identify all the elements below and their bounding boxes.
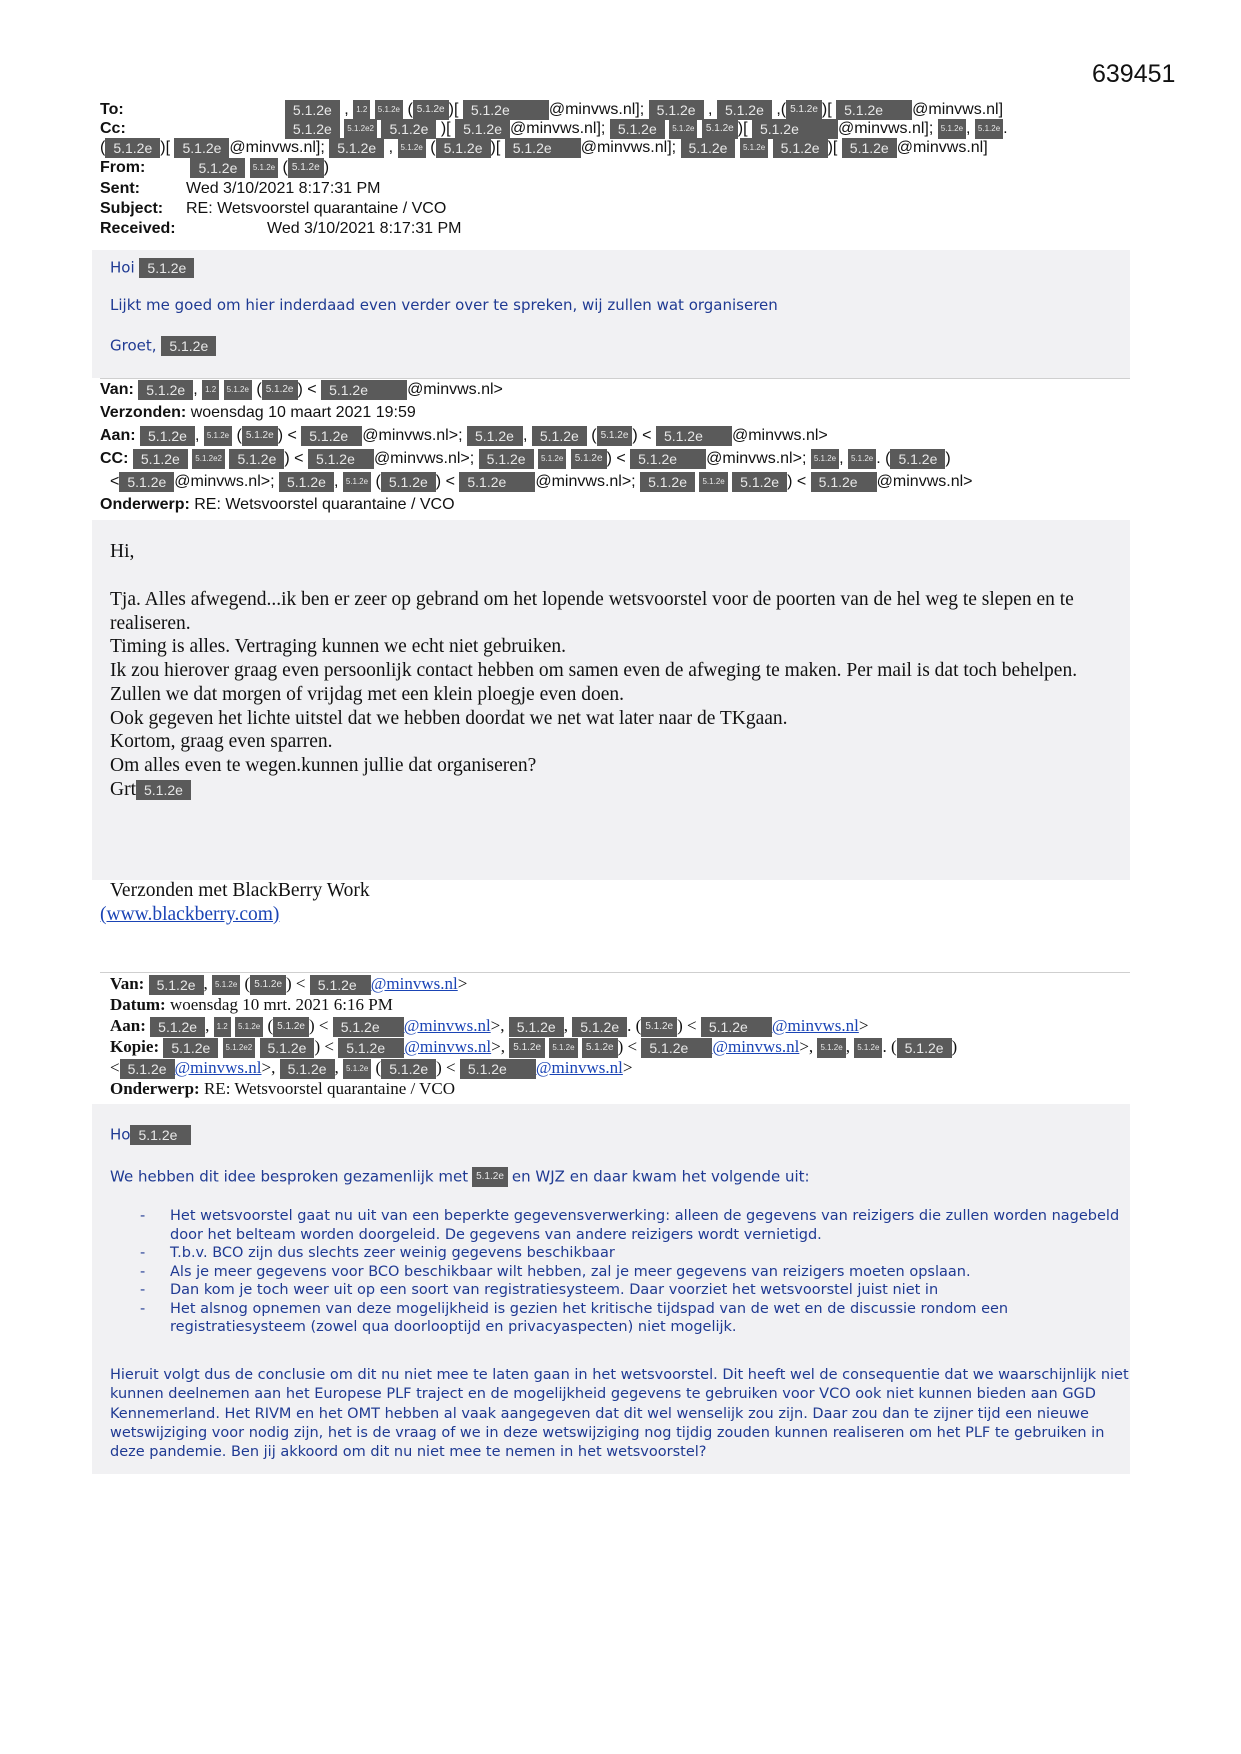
- email2-body: [110, 588, 1140, 801]
- redaction: 5.1.2e: [836, 100, 912, 120]
- email2-cc-line: CC: 5.1.2e 5.1.2e2 5.1.2e ) < 5.1.2e @minvws.nl>; 5.1.2e 5.1.2e 5.1.2e ) < 5.1.2e @minvws.nl>; 5.1.2e , 5.1.2e . ( 5.1.2e ): [100, 450, 951, 468]
- closing-text: Groet,: [110, 336, 157, 355]
- redaction: 5.1.2e: [773, 138, 828, 158]
- redaction: 5.1.2e: [288, 158, 324, 178]
- aan-label: Aan:: [110, 1016, 146, 1035]
- redaction: 5.1.2e: [467, 426, 523, 446]
- email2-sent-with: Verzonden met BlackBerry Work: [110, 880, 370, 901]
- from-label: From:: [100, 159, 146, 177]
- redaction: 5.1.2e: [702, 119, 738, 139]
- separator: [100, 972, 1130, 973]
- onderwerp-label: Onderwerp:: [100, 496, 190, 513]
- sent-label: Sent:: [100, 180, 140, 197]
- subject-value: RE: Wetsvoorstel quarantaine / VCO: [186, 200, 447, 217]
- list-item: - T.b.v. BCO zijn dus slechts zeer weinig gegevens beschikbaar: [110, 1244, 1130, 1263]
- redaction: 5.1.2e: [279, 472, 334, 492]
- greeting-text: Hoi: [110, 258, 135, 277]
- redaction: 5.1.2e: [333, 1017, 404, 1037]
- received-value: Wed 3/10/2021 8:17:31 PM: [267, 220, 462, 237]
- datum-value: woensdag 10 mrt. 2021 6:16 PM: [169, 995, 393, 1014]
- redaction: 5.1.2e2: [223, 1038, 256, 1058]
- redaction: 5.1.2e: [242, 426, 278, 446]
- redaction: 5.1.2e: [138, 380, 193, 400]
- redaction: 5.1.2e: [890, 449, 945, 469]
- redaction: 5.1.2e: [811, 449, 839, 469]
- subject-label: Subject:: [100, 200, 164, 217]
- redaction: 5.1.2e: [204, 426, 232, 446]
- email-domain: @minvws.nl]: [896, 139, 988, 157]
- greeting-text: Ho: [110, 1125, 131, 1144]
- redaction: 5.1.2e: [975, 119, 1003, 139]
- redaction: 5.1.2e: [343, 472, 371, 492]
- email-domain: @minvws.nl];: [510, 120, 606, 138]
- email2-paragraph: Kortom, graag even sparren.: [110, 731, 333, 753]
- email-domain: @minvws.nl]: [912, 101, 1004, 119]
- redaction: 1.2: [353, 100, 370, 120]
- email3-datum-line: [110, 995, 393, 1015]
- email2-greeting: Hi,: [110, 541, 135, 562]
- redaction: 5.1.2e: [338, 1038, 404, 1058]
- email2-van-line: Van: 5.1.2e , 1.2 5.1.2e ( 5.1.2e ) < 5.1.2e @minvws.nl>: [100, 381, 503, 399]
- email-domain: @minvws.nl>;: [706, 450, 807, 468]
- redaction: 5.1.2e: [641, 1017, 677, 1037]
- redaction: 5.1.2e: [163, 1038, 218, 1058]
- redaction: 5.1.2e: [817, 1038, 845, 1058]
- redaction: 5.1.2e: [250, 158, 278, 178]
- redaction: 5.1.2e: [649, 100, 704, 120]
- van-label: Van:: [110, 974, 145, 993]
- redaction: 5.1.2e: [260, 1038, 315, 1058]
- redaction: 5.1.2e: [656, 426, 732, 446]
- redaction: 5.1.2e: [848, 449, 876, 469]
- redaction: 5.1.2e: [571, 449, 607, 469]
- redaction: 5.1.2e: [854, 1038, 882, 1058]
- document-number: 639451: [1092, 60, 1176, 88]
- email-domain: @minvws.nl];: [837, 120, 934, 138]
- redaction: 5.1.2e: [732, 472, 787, 492]
- cc-label: CC:: [100, 450, 129, 468]
- email-domain: @minvws.nl];: [580, 139, 677, 157]
- redaction: 5.1.2e: [329, 138, 384, 158]
- redaction: 5.1.2e: [149, 975, 204, 995]
- redaction: 5.1.2e: [701, 1017, 772, 1037]
- email-domain: @minvws.nl>: [876, 473, 973, 491]
- redaction: 5.1.2e2: [344, 119, 377, 139]
- redaction: 5.1.2e: [455, 119, 510, 139]
- redaction: 5.1.2e: [235, 1017, 263, 1037]
- redaction: 5.1.2e: [136, 780, 191, 800]
- redaction: 1.2: [202, 380, 219, 400]
- redaction: 5.1.2e: [532, 426, 587, 446]
- email-link[interactable]: @minvws.nl: [174, 1058, 262, 1077]
- email3-greeting: [110, 1125, 191, 1145]
- redaction: 5.1.2e: [572, 1017, 627, 1037]
- email-domain: @minvws.nl>;: [535, 473, 636, 491]
- redaction: 5.1.2e: [105, 138, 160, 158]
- redaction: 5.1.2e: [133, 449, 188, 469]
- redaction: 5.1.2e: [582, 1038, 618, 1058]
- email-domain: @minvws.nl>: [731, 427, 828, 445]
- redaction: 5.1.2e: [398, 138, 426, 158]
- email1-greeting: [110, 258, 194, 278]
- redaction: 5.1.2e: [381, 1059, 436, 1079]
- email2-verzonden-line: [100, 403, 416, 423]
- received-label: Received:: [100, 220, 176, 237]
- email-domain: @minvws.nl>;: [373, 450, 475, 468]
- redaction: 5.1.2e: [190, 158, 245, 178]
- email-domain: @minvws.nl>;: [362, 427, 463, 445]
- redaction: 5.1.2e: [597, 426, 633, 446]
- redaction: 5.1.2e: [640, 472, 695, 492]
- redaction: 5.1.2e: [699, 472, 727, 492]
- redaction: 5.1.2e: [150, 1017, 205, 1037]
- email3-van-line: Van: 5.1.2e , 5.1.2e ( 5.1.2e ) < 5.1.2e @minvws.nl>: [110, 974, 468, 994]
- email-domain: @minvws.nl>;: [174, 473, 275, 491]
- redaction: 5.1.2e: [842, 138, 897, 158]
- email2-signature: [110, 778, 1140, 802]
- onderwerp-value: RE: Wetsvoorstel quarantaine / VCO: [194, 496, 455, 513]
- email2-onderwerp-line: [100, 495, 455, 515]
- redaction: 5.1.2e: [224, 380, 252, 400]
- redaction: 5.1.2e: [212, 975, 240, 995]
- email1-cc-continued: ( 5.1.2e )[ 5.1.2e @minvws.nl]; 5.1.2e , 5.1.2e ( 5.1.2e )[ 5.1.2e @minvws.nl]; 5.1.2e 5.1.2e 5.1.2e )[ 5.1.2e @minvws.nl]: [100, 139, 988, 157]
- redaction: 5.1.2e: [375, 100, 403, 120]
- redaction: 5.1.2e: [310, 975, 371, 995]
- datum-label: Datum:: [110, 995, 166, 1014]
- redaction: 5.1.2e: [460, 1059, 536, 1079]
- aan-label: Aan:: [100, 427, 136, 445]
- email1-received-line: [100, 219, 462, 239]
- email-link[interactable]: @minvws.nl: [535, 1058, 623, 1077]
- intro-text: We hebben dit idee besproken gezamenlijk met: [110, 1167, 469, 1186]
- redaction: 5.1.2e: [509, 1038, 545, 1058]
- redaction: 5.1.2e: [669, 119, 697, 139]
- redaction: 5.1.2e: [285, 100, 340, 120]
- email2-paragraph: Om alles even te wegen.kunnen jullie dat organiseren?: [110, 754, 537, 776]
- email-link[interactable]: @minvws.nl: [404, 1037, 492, 1056]
- email3-bullet-list: [110, 1207, 1130, 1337]
- list-item: - Als je meer gegevens voor BCO beschikbaar wilt hebben, zal je meer gegevens van reizigers moeten opslaan.: [110, 1263, 1130, 1282]
- sent-value: Wed 3/10/2021 8:17:31 PM: [186, 180, 381, 197]
- redaction: 5.1.2e: [130, 1125, 191, 1145]
- kopie-label: Kopie:: [110, 1037, 160, 1056]
- email-domain: @minvws.nl];: [229, 139, 325, 157]
- verzonden-label: Verzonden:: [100, 404, 187, 421]
- redaction: 5.1.2e: [472, 1167, 508, 1187]
- email2-paragraph: Zullen we dat morgen of vrijdag met een klein ploegje even doen.: [110, 683, 625, 705]
- redaction: 5.1.2e: [120, 1059, 175, 1079]
- list-item: - Het wetsvoorstel gaat nu uit van een beperkte gegevensverwerking: alleen de gegevens van reizigers die zullen worden nagebeld door het belteam worden doorgeleid. De gegevens van andere reizigers wordt vernietigd.: [110, 1207, 1130, 1244]
- redaction: 5.1.2e: [681, 138, 736, 158]
- email-link[interactable]: @minvws.nl: [403, 1016, 491, 1035]
- redaction: 5.1.2e2: [192, 449, 225, 469]
- redaction: 5.1.2e: [938, 119, 966, 139]
- email3-onderwerp-line: [110, 1079, 455, 1099]
- redaction: 5.1.2e: [549, 1038, 577, 1058]
- redaction: 5.1.2e: [140, 426, 195, 446]
- cc-label: Cc:: [100, 120, 126, 138]
- email2-cc-continued: < 5.1.2e @minvws.nl>; 5.1.2e , 5.1.2e ( 5.1.2e ) < 5.1.2e @minvws.nl>; 5.1.2e 5.1.2e 5.1.2e ) < 5.1.2e @minvws.nl>: [110, 473, 973, 491]
- email-domain: @minvws.nl];: [548, 101, 645, 119]
- verzonden-value: woensdag 10 maart 2021 19:59: [190, 404, 416, 421]
- redaction: 5.1.2e: [308, 449, 374, 469]
- redaction: 5.1.2e: [229, 449, 284, 469]
- redaction: 5.1.2e: [538, 449, 566, 469]
- email3-aan-line: Aan: 5.1.2e , 1.2 5.1.2e ( 5.1.2e ) < 5.1.2e @minvws.nl>, 5.1.2e , 5.1.2e . ( 5.1.2e ) < 5.1.2e @minvws.nl>: [110, 1016, 869, 1036]
- redaction: 5.1.2e: [717, 100, 772, 120]
- email1-line1: Lijkt me goed om hier inderdaad even verder over te spreken, wij zullen wat organiseren: [110, 296, 778, 314]
- redaction: 5.1.2e: [413, 100, 449, 120]
- redaction: 5.1.2e: [786, 100, 822, 120]
- redaction: 5.1.2e: [479, 449, 534, 469]
- redaction: 5.1.2e: [321, 380, 407, 400]
- onderwerp-label: Onderwerp:: [110, 1079, 200, 1098]
- redaction: 5.1.2e: [641, 1038, 712, 1058]
- email2-paragraph: Tja. Alles afwegend...ik ben er zeer op gebrand om het lopende wetsvoorstel voor de poorten van de hel weg te slepen en te realiseren.: [110, 589, 1074, 634]
- email2-paragraph: Timing is alles. Vertraging kunnen we echt niet gebruiken.: [110, 636, 567, 658]
- email1-body-background: [92, 250, 1130, 378]
- email1-cc-line: Cc: 5.1.2e 5.1.2e2 5.1.2e )[ 5.1.2e @minvws.nl]; 5.1.2e 5.1.2e 5.1.2e )[ 5.1.2e @minvws.nl]; 5.1.2e , 5.1.2e .: [100, 120, 1008, 138]
- list-item: - Dan kom je toch weer uit op een soort van registratiesysteem. Daar voorziet het wetsvoorstel juist niet in: [110, 1281, 1130, 1300]
- redaction: 5.1.2e: [752, 119, 838, 139]
- email2-paragraph: Ook gegeven het lichte uitstel dat we hebben doordat we net wat later naar de TKgaan.: [110, 707, 788, 729]
- redaction: 5.1.2e: [139, 258, 194, 278]
- email-link[interactable]: @minvws.nl: [712, 1037, 800, 1056]
- email3-kopie-continued: < 5.1.2e @minvws.nl>, 5.1.2e , 5.1.2e ( 5.1.2e ) < 5.1.2e @minvws.nl>: [110, 1058, 633, 1078]
- email1-closing: [110, 336, 216, 356]
- email2-paragraph: Ik zou hierover graag even persoonlijk contact hebben om samen even de afweging te maken. Per mail is dat toch behelpen.: [110, 660, 1078, 682]
- redaction: 5.1.2e: [280, 1059, 335, 1079]
- intro-text: en WJZ en daar kwam het volgende uit:: [511, 1167, 810, 1186]
- email-link[interactable]: @minvws.nl: [370, 974, 458, 993]
- email1-subject-line: [100, 199, 446, 219]
- redaction: 5.1.2e: [174, 138, 229, 158]
- email-link[interactable]: @minvws.nl: [771, 1016, 859, 1035]
- redaction: 5.1.2e: [161, 336, 216, 356]
- redaction: 5.1.2e: [610, 119, 665, 139]
- redaction: 5.1.2e: [273, 1017, 309, 1037]
- redaction: 5.1.2e: [630, 449, 706, 469]
- redaction: 5.1.2e: [381, 119, 436, 139]
- onderwerp-value: RE: Wetsvoorstel quarantaine / VCO: [203, 1079, 456, 1098]
- redaction: 5.1.2e: [381, 472, 436, 492]
- blackberry-link[interactable]: (www.blackberry.com): [100, 904, 280, 925]
- redaction: 5.1.2e: [262, 380, 298, 400]
- redaction: 5.1.2e: [343, 1059, 371, 1079]
- redaction: 5.1.2e: [436, 138, 491, 158]
- email-domain: @minvws.nl>: [407, 381, 503, 399]
- redaction: 5.1.2e: [505, 138, 581, 158]
- email3-conclusion: Hieruit volgt dus de conclusie om dit nu niet mee te laten gaan in het wetsvoorstel. Dit heeft wel de consequentie dat we waarschijnlijk niet kunnen deelnemen aan het Europese PLF traject en de mogelijkheid gegevens te gebruiken voor VCO ook niet kunnen bieden aan GGD Kennemerland. Het RIVM en het OMT hebben al vaak aangegeven dat dit wel wenselijk zou zijn. Daar zou dan te zijner tijd een nieuwe wetswijziging voor nodig zijn, het is de vraag of we in deze wetswijziging nog tijdig zouden kunnen realiseren om het PLF te gebruiken in deze pandemie. Ben jij akkoord om dit nu niet mee te nemen in het wetsvoorstel?: [110, 1367, 1129, 1461]
- van-label: Van:: [100, 381, 134, 399]
- redaction: 5.1.2e: [740, 138, 768, 158]
- redaction: 5.1.2e: [285, 119, 340, 139]
- to-label: To:: [100, 101, 124, 119]
- email1-sent-line: [100, 179, 381, 199]
- signature-text: Grt: [110, 778, 136, 800]
- email3-kopie-line: Kopie: 5.1.2e 5.1.2e2 5.1.2e ) < 5.1.2e @minvws.nl>, 5.1.2e 5.1.2e 5.1.2e ) < 5.1.2e @minvws.nl>, 5.1.2e , 5.1.2e . ( 5.1.2e ): [110, 1037, 958, 1057]
- email1-from-line: From: 5.1.2e 5.1.2e ( 5.1.2e ): [100, 159, 330, 177]
- email3-intro: [110, 1167, 810, 1187]
- redaction: 5.1.2e: [897, 1038, 952, 1058]
- redaction: 5.1.2e: [301, 426, 362, 446]
- redaction: 5.1.2e: [509, 1017, 564, 1037]
- list-item: - Het alsnog opnemen van deze mogelijkheid is gezien het kritische tijdspad van de wet en de discussie rondom een registratiesysteem (zowel qua doorlooptijd en privacyaspecten) niet mogelijk.: [110, 1300, 1130, 1337]
- redaction: 1.2: [214, 1017, 231, 1037]
- redaction: 5.1.2e: [119, 472, 174, 492]
- email1-to-line: To: 5.1.2e , 1.2 5.1.2e ( 5.1.2e )[ 5.1.2e @minvws.nl]; 5.1.2e , 5.1.2e ,( 5.1.2e )[ 5.1.2e @minvws.nl]: [100, 101, 1004, 119]
- redaction: 5.1.2e: [459, 472, 535, 492]
- separator: [100, 378, 1130, 379]
- redaction: 5.1.2e: [811, 472, 877, 492]
- email2-aan-line: Aan: 5.1.2e , 5.1.2e ( 5.1.2e ) < 5.1.2e @minvws.nl>; 5.1.2e , 5.1.2e ( 5.1.2e ) < 5.1.2e @minvws.nl>: [100, 427, 828, 445]
- redaction: 5.1.2e: [463, 100, 549, 120]
- redaction: 5.1.2e: [250, 975, 286, 995]
